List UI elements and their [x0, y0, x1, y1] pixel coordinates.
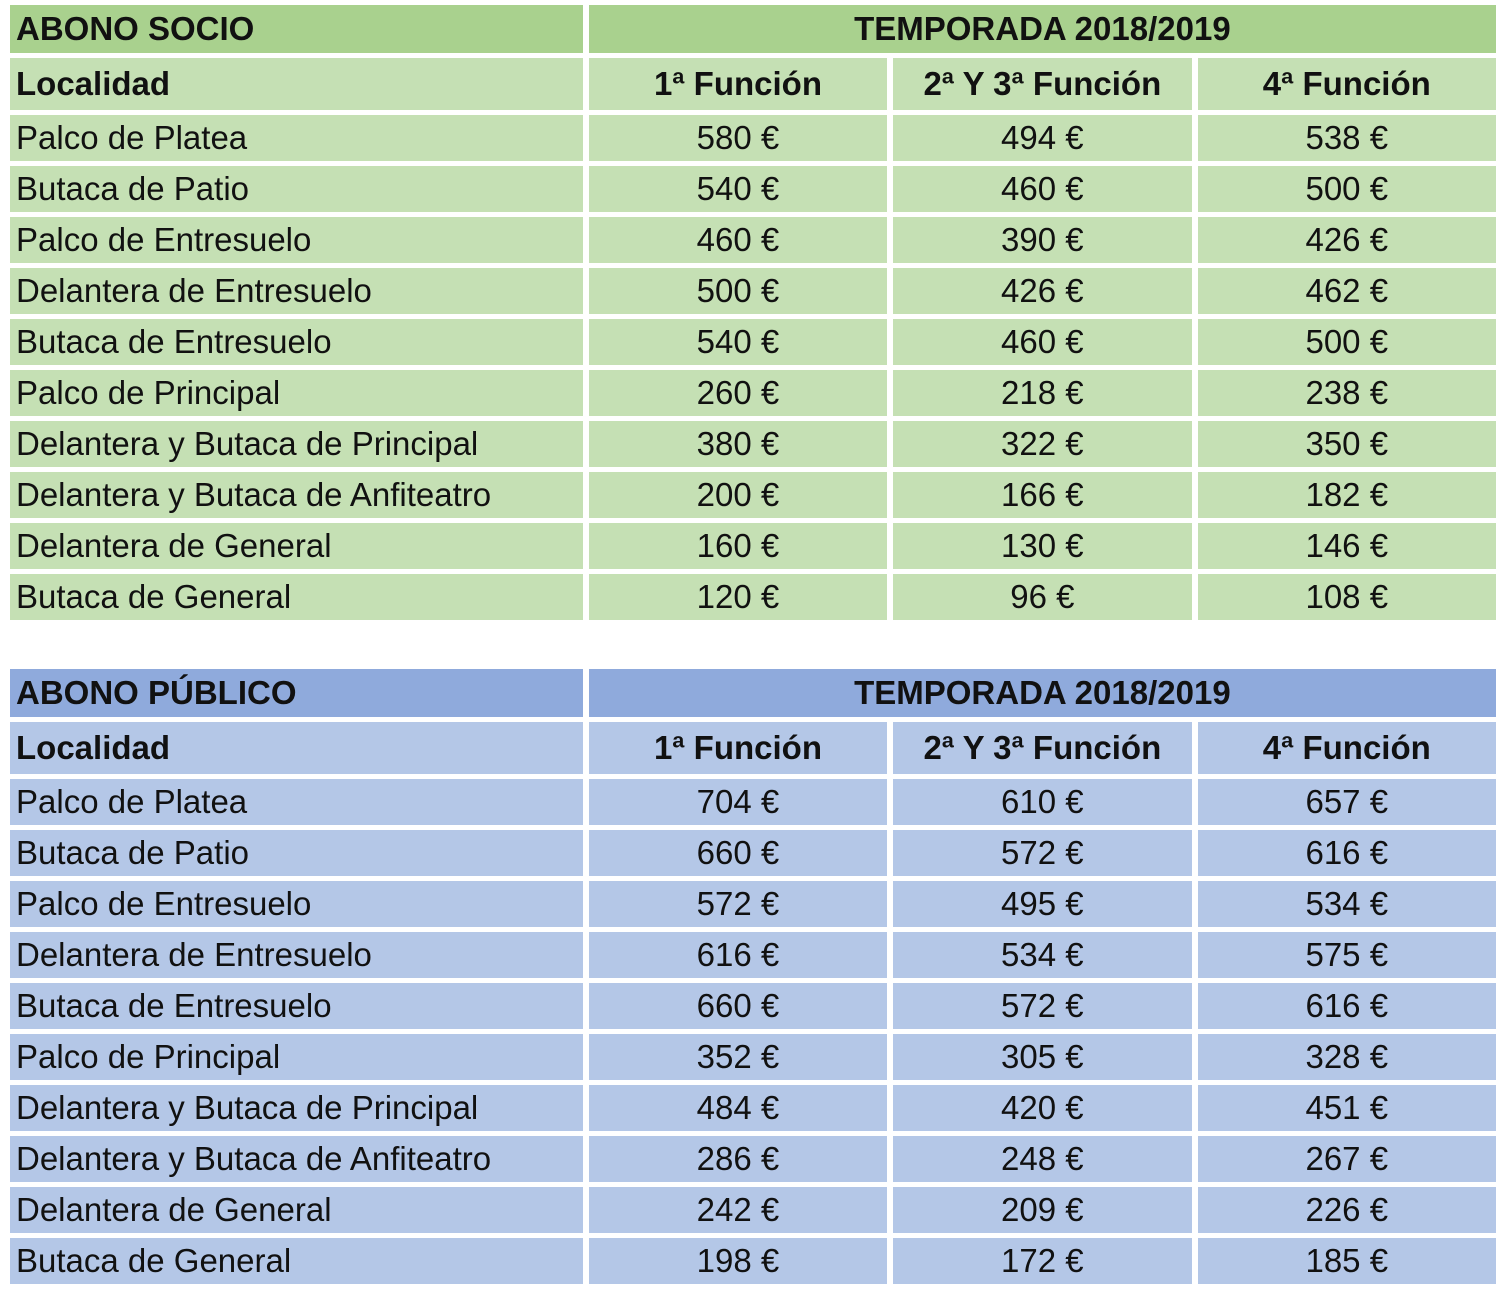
- cell-funcion-4: 185 €: [1198, 1238, 1496, 1284]
- table-row: [10, 779, 1496, 825]
- table-title-row: [10, 669, 1496, 717]
- cell-funcion-4: 108 €: [1198, 574, 1496, 620]
- table-row: [10, 421, 1496, 467]
- table-row: [10, 472, 1496, 518]
- cell-funcion-4: 238 €: [1198, 370, 1496, 416]
- cell-funcion-1: 660 €: [589, 830, 887, 876]
- cell-localidad: Delantera de Entresuelo: [10, 932, 583, 978]
- cell-funcion-2-3: 572 €: [893, 830, 1191, 876]
- cell-funcion-2-3: 534 €: [893, 932, 1191, 978]
- cell-funcion-4: 267 €: [1198, 1136, 1496, 1182]
- cell-funcion-1: 484 €: [589, 1085, 887, 1131]
- cell-funcion-1: 120 €: [589, 574, 887, 620]
- cell-funcion-4: 146 €: [1198, 523, 1496, 569]
- cell-localidad: Butaca de Entresuelo: [10, 319, 583, 365]
- cell-funcion-1: 500 €: [589, 268, 887, 314]
- cell-funcion-2-3: 322 €: [893, 421, 1191, 467]
- cell-funcion-4: 616 €: [1198, 830, 1496, 876]
- cell-funcion-2-3: 130 €: [893, 523, 1191, 569]
- cell-funcion-1: 160 €: [589, 523, 887, 569]
- table-row: [10, 217, 1496, 263]
- cell-localidad: Delantera y Butaca de Anfiteatro: [10, 472, 583, 518]
- cell-funcion-4: 350 €: [1198, 421, 1496, 467]
- cell-funcion-2-3: 426 €: [893, 268, 1191, 314]
- column-header-localidad: Localidad: [10, 58, 583, 110]
- cell-localidad: Palco de Platea: [10, 779, 583, 825]
- cell-funcion-2-3: 610 €: [893, 779, 1191, 825]
- cell-localidad: Butaca de General: [10, 574, 583, 620]
- column-header-funcion-1: 1ª Función: [589, 58, 887, 110]
- table-row: [10, 1034, 1496, 1080]
- column-header-funcion-4: 4ª Función: [1198, 58, 1496, 110]
- cell-funcion-4: 226 €: [1198, 1187, 1496, 1233]
- cell-funcion-2-3: 460 €: [893, 319, 1191, 365]
- table-row: [10, 166, 1496, 212]
- cell-localidad: Palco de Platea: [10, 115, 583, 161]
- cell-funcion-2-3: 390 €: [893, 217, 1191, 263]
- cell-funcion-4: 500 €: [1198, 166, 1496, 212]
- column-header-funcion-2-3: 2ª Y 3ª Función: [893, 722, 1191, 774]
- cell-funcion-4: 657 €: [1198, 779, 1496, 825]
- table-row: [10, 881, 1496, 927]
- cell-funcion-2-3: 305 €: [893, 1034, 1191, 1080]
- cell-funcion-1: 616 €: [589, 932, 887, 978]
- abono-publico-body: [10, 669, 1496, 1284]
- table-row: [10, 932, 1496, 978]
- table-title: ABONO SOCIO: [10, 5, 583, 53]
- cell-funcion-4: 426 €: [1198, 217, 1496, 263]
- cell-localidad: Butaca de Patio: [10, 830, 583, 876]
- cell-localidad: Delantera y Butaca de Principal: [10, 1085, 583, 1131]
- table-row: [10, 319, 1496, 365]
- cell-funcion-1: 540 €: [589, 166, 887, 212]
- cell-funcion-1: 660 €: [589, 983, 887, 1029]
- cell-funcion-2-3: 166 €: [893, 472, 1191, 518]
- cell-funcion-2-3: 172 €: [893, 1238, 1191, 1284]
- cell-funcion-1: 200 €: [589, 472, 887, 518]
- table-row: [10, 115, 1496, 161]
- abono-publico-table: [4, 664, 1500, 1289]
- table-row: [10, 983, 1496, 1029]
- column-header-funcion-2-3: 2ª Y 3ª Función: [893, 58, 1191, 110]
- cell-localidad: Delantera de General: [10, 523, 583, 569]
- cell-funcion-2-3: 218 €: [893, 370, 1191, 416]
- cell-localidad: Delantera y Butaca de Principal: [10, 421, 583, 467]
- cell-funcion-1: 572 €: [589, 881, 887, 927]
- cell-funcion-4: 616 €: [1198, 983, 1496, 1029]
- cell-funcion-1: 198 €: [589, 1238, 887, 1284]
- cell-funcion-1: 460 €: [589, 217, 887, 263]
- column-header-row: [10, 722, 1496, 774]
- abono-socio-body: [10, 5, 1496, 620]
- cell-localidad: Palco de Principal: [10, 370, 583, 416]
- cell-funcion-4: 500 €: [1198, 319, 1496, 365]
- table-title: ABONO PÚBLICO: [10, 669, 583, 717]
- cell-funcion-2-3: 460 €: [893, 166, 1191, 212]
- cell-funcion-1: 540 €: [589, 319, 887, 365]
- cell-funcion-2-3: 495 €: [893, 881, 1191, 927]
- cell-funcion-4: 451 €: [1198, 1085, 1496, 1131]
- cell-funcion-2-3: 572 €: [893, 983, 1191, 1029]
- table-row: [10, 268, 1496, 314]
- column-header-funcion-1: 1ª Función: [589, 722, 887, 774]
- table-row: [10, 1187, 1496, 1233]
- abono-socio-table: [4, 0, 1500, 625]
- cell-localidad: Palco de Entresuelo: [10, 881, 583, 927]
- cell-localidad: Butaca de Patio: [10, 166, 583, 212]
- cell-funcion-1: 580 €: [589, 115, 887, 161]
- cell-funcion-1: 704 €: [589, 779, 887, 825]
- cell-funcion-4: 328 €: [1198, 1034, 1496, 1080]
- cell-funcion-1: 260 €: [589, 370, 887, 416]
- cell-funcion-1: 286 €: [589, 1136, 887, 1182]
- cell-localidad: Butaca de General: [10, 1238, 583, 1284]
- cell-funcion-1: 242 €: [589, 1187, 887, 1233]
- cell-funcion-2-3: 248 €: [893, 1136, 1191, 1182]
- cell-funcion-4: 538 €: [1198, 115, 1496, 161]
- cell-funcion-4: 534 €: [1198, 881, 1496, 927]
- cell-localidad: Delantera de General: [10, 1187, 583, 1233]
- column-header-funcion-4: 4ª Función: [1198, 722, 1496, 774]
- cell-localidad: Butaca de Entresuelo: [10, 983, 583, 1029]
- table-row: [10, 1085, 1496, 1131]
- table-row: [10, 523, 1496, 569]
- cell-funcion-1: 380 €: [589, 421, 887, 467]
- table-row: [10, 574, 1496, 620]
- table-row: [10, 1136, 1496, 1182]
- season-header: TEMPORADA 2018/2019: [589, 5, 1496, 53]
- cell-funcion-2-3: 209 €: [893, 1187, 1191, 1233]
- cell-funcion-2-3: 420 €: [893, 1085, 1191, 1131]
- cell-localidad: Delantera y Butaca de Anfiteatro: [10, 1136, 583, 1182]
- cell-localidad: Palco de Principal: [10, 1034, 583, 1080]
- table-title-row: [10, 5, 1496, 53]
- cell-funcion-4: 462 €: [1198, 268, 1496, 314]
- cell-localidad: Delantera de Entresuelo: [10, 268, 583, 314]
- cell-localidad: Palco de Entresuelo: [10, 217, 583, 263]
- table-row: [10, 830, 1496, 876]
- table-row: [10, 1238, 1496, 1284]
- table-row: [10, 370, 1496, 416]
- cell-funcion-2-3: 494 €: [893, 115, 1191, 161]
- column-header-row: [10, 58, 1496, 110]
- cell-funcion-4: 182 €: [1198, 472, 1496, 518]
- column-header-localidad: Localidad: [10, 722, 583, 774]
- season-header: TEMPORADA 2018/2019: [589, 669, 1496, 717]
- cell-funcion-2-3: 96 €: [893, 574, 1191, 620]
- cell-funcion-1: 352 €: [589, 1034, 887, 1080]
- cell-funcion-4: 575 €: [1198, 932, 1496, 978]
